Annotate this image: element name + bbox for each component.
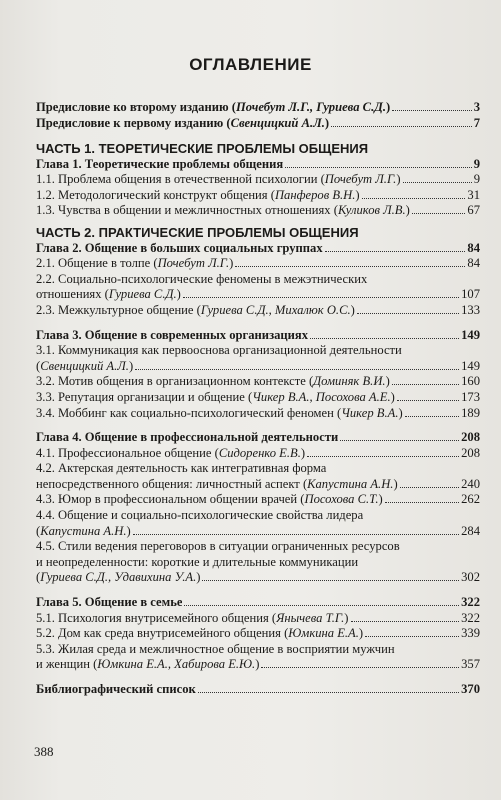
toc-entry xyxy=(36,374,480,390)
entry-text: ( xyxy=(36,358,41,373)
entry-tail: ) xyxy=(255,657,260,672)
leader-dots xyxy=(397,400,459,401)
entry-page-number: 84 xyxy=(467,240,480,255)
toc-entry xyxy=(36,539,480,586)
entry-tail: ) xyxy=(385,100,391,114)
toc-entry xyxy=(36,595,480,611)
entry-text: 2.3. Межкультурное общение ( xyxy=(36,302,201,317)
entry-page-number: 31 xyxy=(467,187,480,202)
leader-dots xyxy=(392,384,459,385)
leader-dots xyxy=(202,580,459,581)
entry-tail: ) xyxy=(385,374,390,389)
toc-entry-line xyxy=(36,626,480,642)
entry-page-number: 189 xyxy=(461,405,480,420)
table-of-contents xyxy=(36,100,480,698)
entry-tail: ) xyxy=(126,523,131,538)
toc-entry xyxy=(36,430,480,446)
entry-page-number: 9 xyxy=(473,156,480,171)
entry-author: Гуриева С.Д., Удавихина У.А. xyxy=(40,570,197,585)
toc-entry xyxy=(36,390,480,406)
toc-entry-title xyxy=(36,430,338,446)
toc-entry-title xyxy=(36,626,363,642)
toc-entry-line xyxy=(36,172,480,188)
entry-text: отношениях ( xyxy=(36,287,109,302)
leader-dots xyxy=(310,338,459,339)
entry-text: Глава 5. Общение в семье xyxy=(36,595,183,610)
toc-entry-line xyxy=(36,570,480,586)
leader-dots xyxy=(405,416,459,417)
toc-entry-line xyxy=(36,406,480,422)
leader-dots xyxy=(325,251,466,252)
entry-page-number: 67 xyxy=(467,203,480,218)
entry-author: Почебут Л.Г. xyxy=(157,256,230,271)
leader-dots xyxy=(351,621,460,622)
entry-author: Чикер В.А. xyxy=(341,405,399,420)
entry-text: Предисловие к первому изданию ( xyxy=(36,115,231,130)
part-title: ЧАСТЬ 2. ПРАКТИЧЕСКИЕ ПРОБЛЕМЫ ОБЩЕНИЯ xyxy=(36,225,359,241)
entry-author: Капустина А.Н. xyxy=(40,523,127,538)
entry-page-number: 284 xyxy=(461,523,480,538)
toc-entry xyxy=(36,406,480,422)
entry-text: Глава 3. Общение в современных организациях xyxy=(36,327,309,342)
toc-entry xyxy=(36,492,480,508)
entry-text: 4.1. Профессиональное общение ( xyxy=(36,445,219,460)
entry-author: Панферов В.Н. xyxy=(274,187,356,202)
entry-text: 5.2. Дом как среда внутрисемейного общения ( xyxy=(36,626,289,641)
entry-text: 3.2. Мотив общения в организационном контексте ( xyxy=(36,374,314,389)
entry-text: 2.1. Общение в толпе ( xyxy=(36,256,158,271)
entry-tail: ) xyxy=(398,405,403,420)
leader-dots xyxy=(184,605,459,606)
toc-entry-line xyxy=(36,682,480,698)
leader-dots xyxy=(331,126,472,127)
entry-page-number: 262 xyxy=(461,492,480,507)
toc-entry xyxy=(36,343,480,374)
entry-text: непосредственного общения: личностный аспект ( xyxy=(36,476,308,491)
toc-entry-line: 5.3. Жилая среда и межличностное общение в восприятии мужчин xyxy=(36,641,395,656)
entry-page-number: 160 xyxy=(461,374,480,389)
toc-entry xyxy=(36,100,480,116)
entry-text: ( xyxy=(36,523,41,538)
toc-entry-title xyxy=(36,241,323,257)
toc-entry-title xyxy=(36,256,233,272)
entry-page-number: 339 xyxy=(461,626,480,641)
entry-tail: ) xyxy=(393,476,398,491)
toc-entry-title xyxy=(36,157,283,173)
entry-text: Глава 1. Теоретические проблемы общения xyxy=(36,156,284,171)
leader-dots xyxy=(135,369,459,370)
leader-dots xyxy=(183,297,459,298)
entry-text: и женщин ( xyxy=(36,657,98,672)
toc-entry-title xyxy=(36,477,398,493)
entry-tail: ) xyxy=(344,610,349,625)
toc-entry-title xyxy=(36,203,410,219)
entry-page-number: 322 xyxy=(461,595,480,610)
entry-tail: ) xyxy=(324,115,330,130)
toc-entry-line: 2.2. Социально-психологические феномены в межэтнических xyxy=(36,271,368,286)
toc-entry-line xyxy=(36,256,480,272)
toc-entry-line xyxy=(36,100,480,116)
leader-dots xyxy=(198,692,459,693)
entry-text: 3.3. Репутация организации и общение ( xyxy=(36,389,253,404)
toc-entry xyxy=(36,303,480,319)
leader-dots xyxy=(357,313,459,314)
leader-dots xyxy=(392,110,472,111)
leader-dots xyxy=(340,440,459,441)
toc-entry-title xyxy=(36,303,355,319)
toc-entry-line xyxy=(36,241,480,257)
entry-author: Юмкина Е.А. xyxy=(288,626,359,641)
entry-page-number: 7 xyxy=(473,115,480,130)
entry-tail: ) xyxy=(196,570,201,585)
entry-tail: ) xyxy=(405,203,410,218)
toc-entry-line xyxy=(36,287,480,303)
entry-page-number: 149 xyxy=(461,327,480,342)
entry-text: Глава 2. Общение в больших социальных группах xyxy=(36,240,323,255)
entry-author: Почебут Л.Г., Гуриева С.Д. xyxy=(235,100,386,114)
toc-entry-title xyxy=(36,524,131,540)
toc-entry xyxy=(36,461,480,492)
leader-dots xyxy=(307,456,459,457)
toc-entry-title xyxy=(36,172,401,188)
entry-author: Куликов Л.В. xyxy=(337,203,406,218)
entry-author: Гуриева С.Д., Михалюк О.С. xyxy=(200,302,351,317)
toc-entry-line: 4.4. Общение и социально-психологические свойства лидера xyxy=(36,508,364,523)
toc-entry-line xyxy=(36,390,480,406)
toc-entry-title xyxy=(36,406,403,422)
entry-page-number: 357 xyxy=(461,657,480,672)
toc-entry-line: 3.1. Коммуникация как первооснова организационной деятельности xyxy=(36,343,402,358)
toc-entry-line xyxy=(36,657,480,673)
toc-entry xyxy=(36,172,480,188)
entry-text: 4.3. Юмор в профессиональном общении врачей ( xyxy=(36,492,305,507)
entry-text: 1.3. Чувства в общении и межличностных отношениях ( xyxy=(36,203,338,218)
leader-dots xyxy=(365,636,459,637)
toc-entry-line xyxy=(36,595,480,611)
entry-page-number: 9 xyxy=(473,172,480,187)
entry-text: 1.2. Методологический конструкт общения ( xyxy=(36,187,275,202)
toc-entry-line xyxy=(36,374,480,390)
page-number: 388 xyxy=(34,744,54,759)
entry-author: Капустина А.Н. xyxy=(307,476,394,491)
toc-entry-title xyxy=(36,611,349,627)
entry-tail: ) xyxy=(378,492,383,507)
toc-entry-title xyxy=(36,570,200,586)
entry-author: Чикер В.А., Посохова А.Е. xyxy=(252,389,391,404)
toc-entry xyxy=(36,611,480,627)
toc-entry-line xyxy=(36,359,480,375)
leader-dots xyxy=(235,266,465,267)
toc-entry-line xyxy=(36,446,480,462)
entry-author: Сидоренко Е.В. xyxy=(218,445,301,460)
toc-entry-line xyxy=(36,611,480,627)
toc-entry-title xyxy=(36,328,308,344)
toc-entry-line xyxy=(36,116,480,132)
entry-page-number: 208 xyxy=(461,445,480,460)
leader-dots xyxy=(385,502,459,503)
toc-entry-title xyxy=(36,492,383,508)
toc-entry xyxy=(36,642,480,673)
toc-entry-line: и неопределенности: короткие и длительные коммуникации xyxy=(36,554,359,569)
entry-author: Посохова С.Т. xyxy=(304,492,379,507)
toc-entry xyxy=(36,626,480,642)
toc-entry-line xyxy=(36,430,480,446)
entry-text: ( xyxy=(36,570,41,585)
toc-entry-title xyxy=(36,374,390,390)
toc-entry-title xyxy=(36,188,360,204)
toc-entry xyxy=(36,241,480,257)
toc-entry-title xyxy=(36,116,329,132)
leader-dots xyxy=(403,182,472,183)
entry-tail: ) xyxy=(355,187,360,202)
toc-entry xyxy=(36,328,480,344)
entry-author: Почебут Л.Г. xyxy=(324,172,397,187)
toc-entry-line xyxy=(36,328,480,344)
toc-entry-title xyxy=(36,446,305,462)
toc-entry xyxy=(36,272,480,303)
entry-tail: ) xyxy=(128,358,134,373)
entry-page-number: 133 xyxy=(461,302,480,317)
toc-entry xyxy=(36,188,480,204)
entry-page-number: 302 xyxy=(461,570,480,585)
entry-text: Библиографический список xyxy=(36,682,196,696)
entry-tail: ) xyxy=(229,256,234,271)
entry-text: 1.1. Проблема общения в отечественной психологии ( xyxy=(36,172,325,187)
toc-entry-line xyxy=(36,203,480,219)
entry-tail: ) xyxy=(390,389,395,404)
leader-dots xyxy=(362,198,466,199)
page-title: ОГЛАВЛЕНИЕ xyxy=(189,55,312,74)
toc-entry-line xyxy=(36,492,480,508)
toc-entry-line xyxy=(36,157,480,173)
entry-page-number: 240 xyxy=(461,476,480,491)
leader-dots xyxy=(285,167,471,168)
toc-entry xyxy=(36,225,480,241)
toc-entry-line: 4.5. Стили ведения переговоров в ситуации ограниченных ресурсов xyxy=(36,539,400,554)
entry-page-number: 370 xyxy=(461,682,480,696)
entry-text: 5.1. Психология внутрисемейного общения ( xyxy=(36,610,277,625)
part-title: ЧАСТЬ 1. ТЕОРЕТИЧЕСКИЕ ПРОБЛЕМЫ ОБЩЕНИЯ xyxy=(36,141,369,157)
toc-entry xyxy=(36,508,480,539)
leader-dots xyxy=(133,534,459,535)
entry-page-number: 149 xyxy=(461,358,480,373)
leader-dots xyxy=(400,487,459,488)
entry-page-number: 173 xyxy=(461,389,480,404)
toc-entry-title xyxy=(36,595,182,611)
toc-entry-line xyxy=(36,524,480,540)
entry-author: Юмкина Е.А., Хабирова Е.Ю. xyxy=(97,657,256,672)
entry-author: Доминяк В.И. xyxy=(313,374,386,389)
entry-text: Предисловие ко второму изданию ( xyxy=(36,100,236,114)
toc-entry xyxy=(36,157,480,173)
toc-entry-line xyxy=(36,188,480,204)
toc-entry-title xyxy=(36,287,181,303)
entry-tail: ) xyxy=(350,302,355,317)
entry-author: Янычева Т.Г. xyxy=(276,610,345,625)
toc-entry xyxy=(36,682,480,698)
toc-entry-line xyxy=(36,303,480,319)
toc-entry-title xyxy=(36,390,395,406)
entry-page-number: 107 xyxy=(461,287,480,302)
toc-entry-line xyxy=(36,477,480,493)
toc-entry-title xyxy=(36,682,196,698)
leader-dots xyxy=(261,667,459,668)
entry-text: Глава 4. Общение в профессиональной деятельности xyxy=(36,430,339,445)
toc-entry-title xyxy=(36,657,259,673)
entry-page-number: 208 xyxy=(461,430,480,445)
toc-entry xyxy=(36,446,480,462)
entry-author: Свенцицкий А.Л. xyxy=(40,358,129,373)
entry-tail: ) xyxy=(300,445,306,460)
leader-dots xyxy=(412,213,466,214)
entry-author: Гуриева С.Д. xyxy=(108,287,177,302)
toc-entry-title xyxy=(36,100,390,116)
entry-tail: ) xyxy=(176,287,181,302)
entry-tail: ) xyxy=(396,172,401,187)
toc-entry xyxy=(36,141,480,157)
toc-entry xyxy=(36,116,480,132)
entry-author: Свенцицкий А.Л. xyxy=(230,115,325,130)
toc-entry xyxy=(36,203,480,219)
entry-text: 3.4. Моббинг как социально-психологический феномен ( xyxy=(36,405,342,420)
entry-tail: ) xyxy=(358,626,364,641)
toc-entry xyxy=(36,256,480,272)
entry-page-number: 3 xyxy=(473,100,480,114)
entry-page-number: 322 xyxy=(461,610,480,625)
toc-entry-line: 4.2. Актерская деятельность как интегративная форма xyxy=(36,461,327,476)
entry-page-number: 84 xyxy=(467,256,480,271)
toc-entry-title xyxy=(36,359,133,375)
